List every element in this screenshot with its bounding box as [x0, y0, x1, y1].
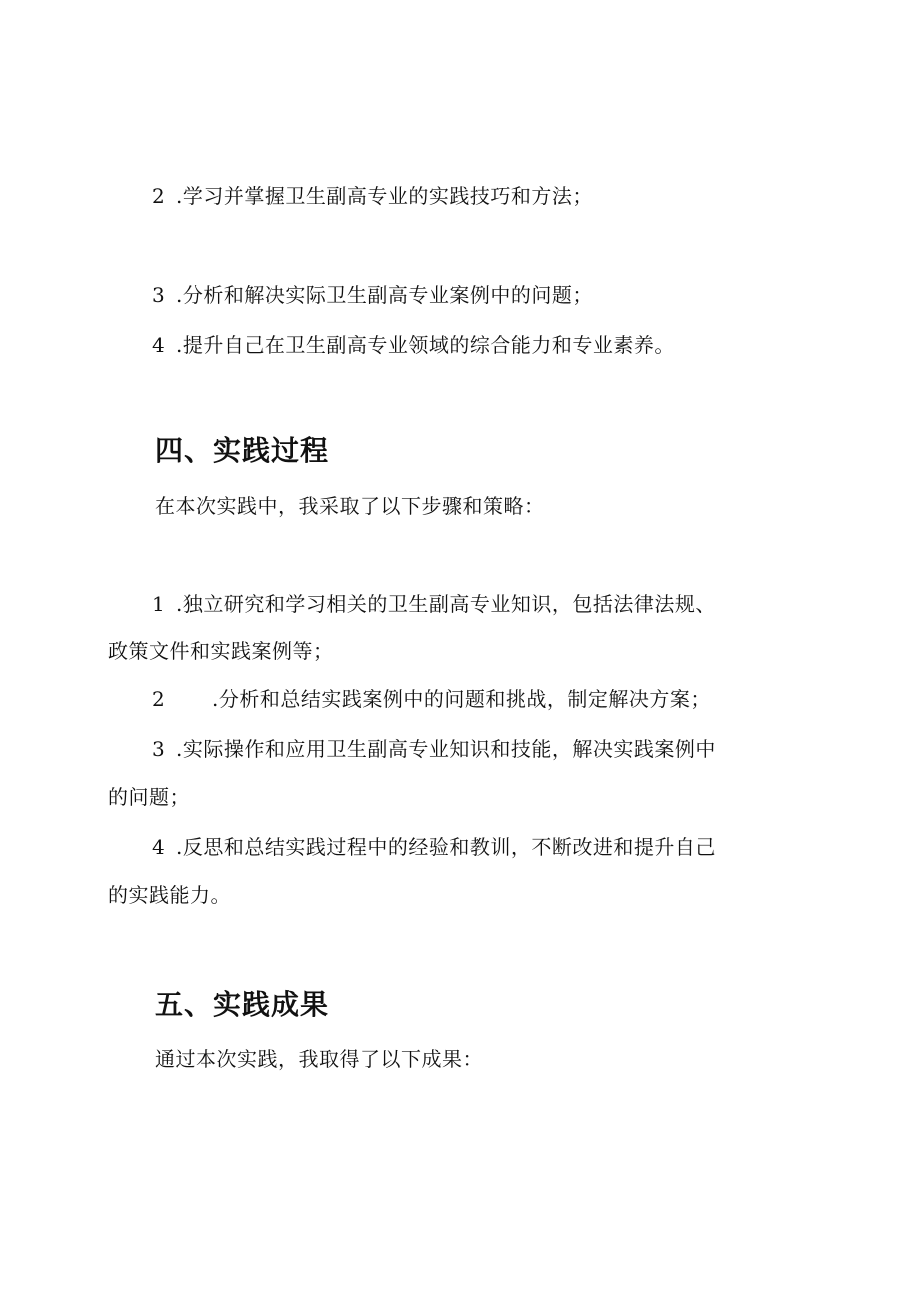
- step-text: .反思和总结实践过程中的经验和教训，不断改进和提升自己: [176, 835, 716, 859]
- step-item-4-line2: 的实践能力。: [108, 883, 231, 907]
- step-text: .分析和总结实践案例中的问题和挑战，制定解决方案；: [212, 687, 711, 711]
- list-number: 2: [152, 184, 166, 208]
- list-text: .提升自己在卫生副高专业领域的综合能力和专业素养。: [176, 333, 675, 357]
- step-item-3-line2: 的问题；: [108, 785, 190, 809]
- step-number: 1: [152, 592, 166, 616]
- list-text: .学习并掌握卫生副高专业的实践技巧和方法；: [176, 184, 593, 208]
- step-item-3-line1: [152, 734, 716, 764]
- section-five-intro: 通过本次实践，我取得了以下成果：: [155, 1047, 483, 1071]
- step-item-1-line2: 政策文件和实践案例等；: [108, 639, 334, 663]
- list-number: 3: [152, 283, 166, 307]
- step-text: .实际操作和应用卫生副高专业知识和技能，解决实践案例中: [176, 737, 716, 761]
- section-four-intro: 在本次实践中，我采取了以下步骤和策略：: [155, 494, 545, 518]
- list-number: 4: [152, 333, 166, 357]
- section-four-heading: 四、实践过程: [155, 434, 330, 467]
- step-item-2: [152, 684, 711, 714]
- list-item-2: [152, 181, 593, 211]
- step-text: .独立研究和学习相关的卫生副高专业知识，包括法律法规、: [176, 592, 716, 616]
- step-number: 4: [152, 835, 166, 859]
- step-number: 2: [152, 687, 166, 711]
- list-item-3: [152, 280, 593, 310]
- list-text: .分析和解决实际卫生副高专业案例中的问题；: [176, 283, 593, 307]
- step-number: 3: [152, 737, 166, 761]
- section-five-heading: 五、实践成果: [155, 988, 330, 1021]
- step-item-1-line1: [152, 589, 716, 619]
- list-item-4: [152, 330, 675, 360]
- step-item-4-line1: [152, 832, 716, 862]
